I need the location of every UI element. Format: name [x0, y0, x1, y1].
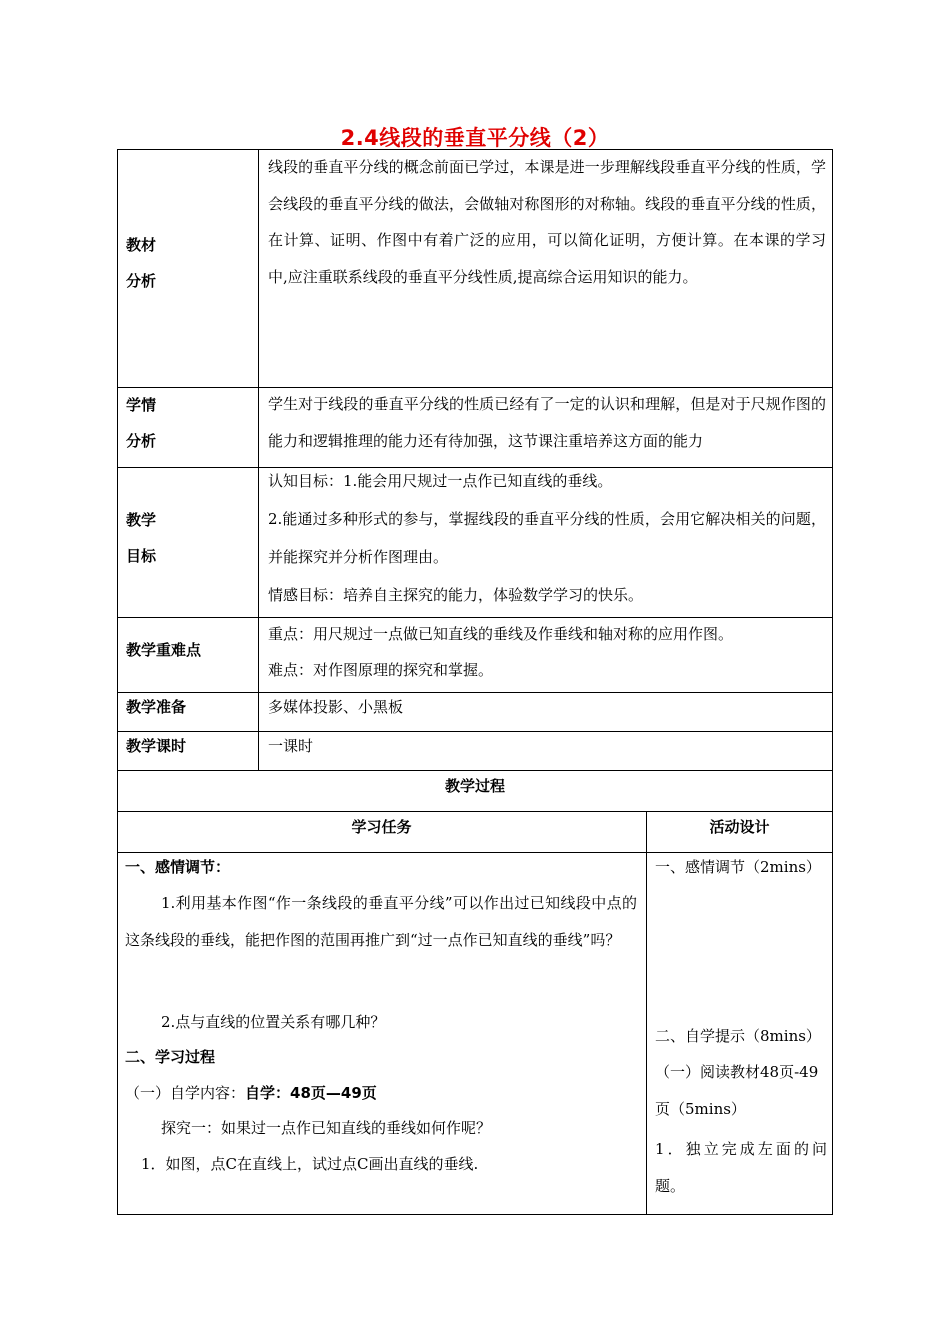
label-mubiao: 教学 目标 — [126, 511, 157, 565]
mubiao-line2: 2.能通过多种形式的参与，掌握线段的垂直平分线的性质，会用它解决相关的问题，并能探究并分析作图理由。 — [268, 510, 826, 566]
mubiao-line1: 认知目标：1.能会用尺规过一点作已知直线的垂线。 — [268, 472, 613, 490]
page-title: 2.4线段的垂直平分线（2） — [340, 126, 610, 150]
content-keshi: 一课时 — [268, 737, 314, 755]
content-jiaocai: 线段的垂直平分线的概念前面已学过，本课是进一步理解线段垂直平分线的性质，学会线段的垂直平分线的做法，会做轴对称图形的对称轴。线段的垂直平分线的性质，在计算、证明、作图中有着广泛的应用，可以简化证明，方便计算。在本课的学习中,应注重联系线段的垂直平分线性质,提高综合运用知识的能力。 — [268, 158, 826, 286]
column-divider — [646, 811, 647, 1215]
process-header: 教学过程 — [444, 777, 505, 795]
paragraph-5: 1．如图，点C在直线上，试过点C画出直线的垂线. — [141, 1155, 479, 1173]
activity-1: 一、感情调节（2mins） — [655, 858, 821, 876]
activity-2: 二、自学提示（8mins） — [655, 1027, 821, 1045]
content-mubiao — [268, 462, 826, 614]
activity-4: 1．独立完成左面的问题。 — [655, 1140, 827, 1195]
paragraph-1: 1.利用基本作图“作一条线段的垂直平分线”可以作出过已知线段中点的这条线段的垂线，能把作图的范围再推广到“过一点作已知直线的垂线”吗？ — [125, 894, 637, 949]
col-header-tasks: 学习任务 — [351, 818, 412, 836]
label-zhongnan: 教学重难点 — [126, 641, 202, 659]
label-keshi: 教学课时 — [126, 737, 187, 755]
label-jiaocai: 教材 分析 — [126, 236, 157, 290]
mubiao-line3: 情感目标：培养自主探究的能力，体验数学学习的快乐。 — [268, 586, 644, 604]
label-xueqing: 学情 分析 — [126, 396, 157, 450]
activity-3: （一）阅读教材48页-49页（5mins） — [655, 1063, 819, 1118]
content-zhunbei: 多媒体投影、小黑板 — [268, 698, 404, 716]
paragraph-2: 2.点与直线的位置关系有哪几种？ — [161, 1013, 386, 1031]
paragraph-4: 探究一：如果过一点作已知直线的垂线如何作呢？ — [161, 1119, 492, 1137]
section-heading-2: 二、学习过程 — [125, 1048, 216, 1066]
paragraph-3: （一）自学内容：自学：48页—49页 — [125, 1084, 377, 1102]
content-zhongnan: 重点：用尺规过一点做已知直线的垂线及作垂线和轴对称的应用作图。 难点：对作图原理的探究和掌握。 — [268, 625, 734, 679]
col-header-activities: 活动设计 — [709, 818, 770, 836]
content-xueqing: 学生对于线段的垂直平分线的性质已经有了一定的认识和理解，但是对于尺规作图的能力和逻辑推理的能力还有待加强，这节课注重培养这方面的能力 — [268, 395, 826, 450]
label-zhunbei: 教学准备 — [126, 698, 187, 716]
section-heading-1: 一、感情调节： — [125, 858, 231, 876]
column-divider — [258, 149, 259, 771]
